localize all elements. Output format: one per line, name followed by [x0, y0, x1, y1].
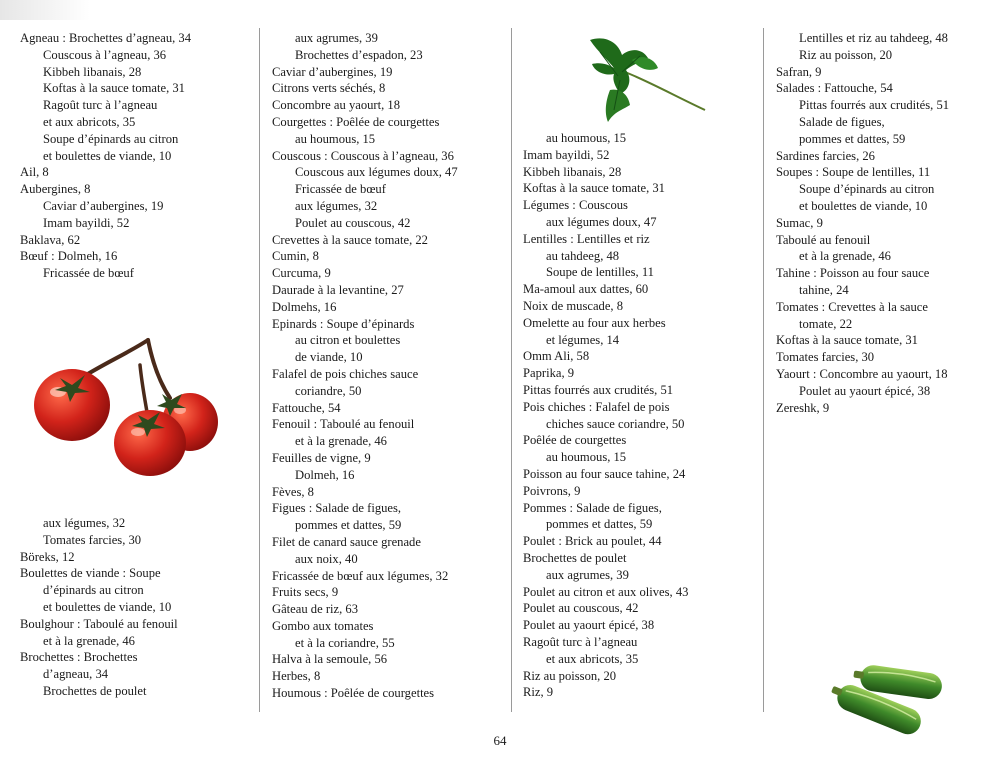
index-entry: Falafel de pois chiches sauce [272, 366, 419, 381]
courgettes-illustration [825, 655, 950, 735]
index-entry: Houmous : Poêlée de courgettes [272, 686, 435, 701]
index-subentry: tomate, 22 [799, 316, 853, 331]
index-entry: Ragoût turc à l’agneau [523, 634, 638, 649]
index-subentry: Fricassée de bœuf [295, 182, 386, 197]
index-entry: Brochettes : Brochettes [20, 650, 138, 665]
index-entry: Caviar d’aubergines, 19 [272, 64, 393, 79]
index-list-col3 [523, 130, 757, 701]
parsley-sprig-illustration [570, 30, 710, 125]
index-entry: Taboulé au fenouil [776, 232, 871, 247]
index-entry: Pittas fourrés aux crudités, 51 [523, 382, 674, 397]
index-list-col1-bottom [20, 515, 252, 700]
index-entry: Salades : Fattouche, 54 [776, 81, 893, 96]
index-entry: Koftas à la sauce tomate, 31 [523, 181, 665, 196]
cherry-tomatoes-illustration [30, 330, 225, 480]
index-entry: Pommes : Salade de figues, [523, 500, 662, 515]
index-entry: Riz, 9 [523, 685, 554, 700]
index-entry: Bœuf : Dolmeh, 16 [20, 249, 118, 264]
index-subentry: aux agrumes, 39 [295, 31, 378, 45]
index-entry: Soupes : Soupe de lentilles, 11 [776, 165, 931, 180]
index-subentry: Brochettes d’espadon, 23 [295, 47, 423, 62]
index-entry: Herbes, 8 [272, 669, 321, 684]
index-subentry: tahine, 24 [799, 282, 849, 297]
index-entry: Ma-amoul aux dattes, 60 [523, 282, 649, 297]
index-entry: Tomates farcies, 30 [776, 350, 875, 365]
index-subentry: Dolmeh, 16 [295, 467, 355, 482]
index-subentry: Caviar d’aubergines, 19 [43, 198, 164, 213]
index-entry: Sardines farcies, 26 [776, 148, 875, 163]
index-subentry: Imam bayildi, 52 [43, 215, 130, 230]
column-divider [259, 28, 260, 712]
index-subentry: Kibbeh libanais, 28 [43, 64, 142, 79]
index-entry: Courgettes : Poêlée de courgettes [272, 114, 440, 129]
index-entry: Curcuma, 9 [272, 266, 331, 281]
index-entry: Halva à la semoule, 56 [272, 652, 388, 667]
index-subentry: pommes et dattes, 59 [799, 131, 906, 146]
index-subentry: aux noix, 40 [295, 551, 358, 566]
index-entry: Poulet : Brick au poulet, 44 [523, 534, 662, 549]
page-number: 64 [493, 733, 507, 748]
index-column-4 [776, 0, 998, 712]
index-subentry: au houmous, 15 [546, 450, 627, 465]
index-entry: Fattouche, 54 [272, 400, 341, 415]
index-subentry: et à la grenade, 46 [799, 249, 891, 264]
index-entry: Brochettes de poulet [523, 550, 627, 565]
index-entry: Sumac, 9 [776, 215, 823, 230]
index-subentry: Fricassée de bœuf [43, 266, 134, 281]
index-entry: Citrons verts séchés, 8 [272, 81, 386, 96]
index-entry: Boulettes de viande : Soupe [20, 566, 161, 581]
index-subentry: Koftas à la sauce tomate, 31 [43, 81, 185, 96]
index-entry: Koftas à la sauce tomate, 31 [776, 333, 918, 348]
index-entry: Filet de canard sauce grenade [272, 534, 421, 549]
index-subentry: et à la grenade, 46 [295, 434, 387, 449]
index-entry: Poulet au yaourt épicé, 38 [523, 618, 655, 633]
index-entry: Omm Ali, 58 [523, 349, 590, 364]
index-subentry: Soupe d’épinards au citron [43, 131, 179, 146]
index-entry: Daurade à la levantine, 27 [272, 282, 404, 297]
index-entry: Fenouil : Taboulé au fenouil [272, 417, 415, 432]
index-subentry: Soupe d’épinards au citron [799, 182, 935, 197]
index-list-col1-top [20, 30, 252, 282]
index-entry: Fruits secs, 9 [272, 585, 339, 600]
index-subentry: au houmous, 15 [546, 131, 627, 145]
index-entry: Lentilles : Lentilles et riz [523, 231, 650, 246]
index-subentry: Couscous aux légumes doux, 47 [295, 165, 458, 180]
index-subentry: aux légumes, 32 [43, 516, 126, 530]
index-subentry: pommes et dattes, 59 [546, 517, 653, 532]
index-entry: Couscous : Couscous à l’agneau, 36 [272, 148, 454, 163]
index-subentry: Riz au poisson, 20 [799, 47, 893, 62]
index-subentry: aux agrumes, 39 [546, 567, 629, 582]
index-entry: Gâteau de riz, 63 [272, 602, 359, 617]
index-entry: Kibbeh libanais, 28 [523, 164, 622, 179]
index-entry: Ail, 8 [20, 165, 49, 180]
index-entry: Feuilles de vigne, 9 [272, 450, 371, 465]
index-entry: Tomates : Crevettes à la sauce [776, 299, 928, 314]
index-entry: Yaourt : Concombre au yaourt, 18 [776, 366, 948, 381]
index-subentry: et aux abricots, 35 [546, 651, 639, 666]
index-entry: Poivrons, 9 [523, 483, 581, 498]
index-subentry: Lentilles et riz au tahdeeg, 48 [799, 31, 948, 45]
index-entry: Noix de muscade, 8 [523, 298, 624, 313]
index-entry: Omelette au four aux herbes [523, 315, 666, 330]
index-entry: Figues : Salade de figues, [272, 501, 402, 516]
index-entry: Imam bayildi, 52 [523, 147, 610, 162]
index-subentry: Salade de figues, [799, 114, 885, 129]
index-subentry: pommes et dattes, 59 [295, 518, 402, 533]
index-subentry: coriandre, 50 [295, 383, 362, 398]
index-list-col4 [776, 30, 998, 416]
index-subentry: et boulettes de viande, 10 [43, 599, 172, 614]
index-entry: Tahine : Poisson au four sauce [776, 266, 930, 281]
index-subentry: d’épinards au citron [43, 583, 144, 598]
index-entry: Fèves, 8 [272, 484, 314, 499]
index-subentry: et boulettes de viande, 10 [43, 148, 172, 163]
index-subentry: au citron et boulettes [295, 333, 401, 348]
index-subentry: et légumes, 14 [546, 332, 620, 347]
index-subentry: Brochettes de poulet [43, 683, 147, 698]
index-entry: Boulghour : Taboulé au fenouil [20, 616, 178, 631]
index-subentry: Pittas fourrés aux crudités, 51 [799, 98, 950, 113]
index-entry: Paprika, 9 [523, 366, 575, 381]
index-entry: Dolmehs, 16 [272, 299, 337, 314]
index-subentry: Poulet au couscous, 42 [295, 215, 411, 230]
column-divider [511, 28, 512, 712]
index-entry: Agneau : Brochettes d’agneau, 34 [20, 31, 192, 45]
index-entry: Cumin, 8 [272, 249, 319, 264]
index-entry: Légumes : Couscous [523, 198, 628, 213]
index-subentry: Ragoût turc à l’agneau [43, 98, 158, 113]
index-entry: Böreks, 12 [20, 549, 75, 564]
index-entry: Pois chiches : Falafel de pois [523, 399, 670, 414]
index-subentry: aux légumes doux, 47 [546, 214, 657, 229]
index-entry: Baklava, 62 [20, 232, 81, 247]
index-subentry: et à la grenade, 46 [43, 633, 135, 648]
index-subentry: Poulet au yaourt épicé, 38 [799, 383, 931, 398]
index-entry: Crevettes à la sauce tomate, 22 [272, 232, 428, 247]
index-subentry: au houmous, 15 [295, 131, 376, 146]
index-entry: Poulet au couscous, 42 [523, 601, 639, 616]
index-subentry: et à la coriandre, 55 [295, 635, 395, 650]
index-subentry: et boulettes de viande, 10 [799, 198, 928, 213]
index-subentry: aux légumes, 32 [295, 198, 378, 213]
index-entry: Poulet au citron et aux olives, 43 [523, 584, 689, 599]
index-entry: Epinards : Soupe d’épinards [272, 316, 415, 331]
index-entry: Safran, 9 [776, 64, 822, 79]
index-subentry: d’agneau, 34 [43, 667, 109, 682]
index-entry: Poisson au four sauce tahine, 24 [523, 466, 686, 481]
index-column-2 [272, 0, 506, 712]
index-subentry: de viande, 10 [295, 350, 363, 365]
index-entry: Aubergines, 8 [20, 182, 91, 197]
column-divider [763, 28, 764, 712]
index-entry: Poêlée de courgettes [523, 433, 627, 448]
index-subentry: Soupe de lentilles, 11 [546, 265, 654, 280]
index-subentry: Couscous à l’agneau, 36 [43, 47, 167, 62]
index-subentry: et aux abricots, 35 [43, 114, 136, 129]
index-entry: Riz au poisson, 20 [523, 668, 617, 683]
index-subentry: chiches sauce coriandre, 50 [546, 416, 685, 431]
index-list-col2 [272, 30, 506, 702]
index-entry: Fricassée de bœuf aux légumes, 32 [272, 568, 449, 583]
index-subentry: au tahdeeg, 48 [546, 248, 620, 263]
index-entry: Zereshk, 9 [776, 400, 830, 415]
index-subentry: Tomates farcies, 30 [43, 532, 142, 547]
index-entry: Gombo aux tomates [272, 618, 374, 633]
index-entry: Concombre au yaourt, 18 [272, 98, 401, 113]
